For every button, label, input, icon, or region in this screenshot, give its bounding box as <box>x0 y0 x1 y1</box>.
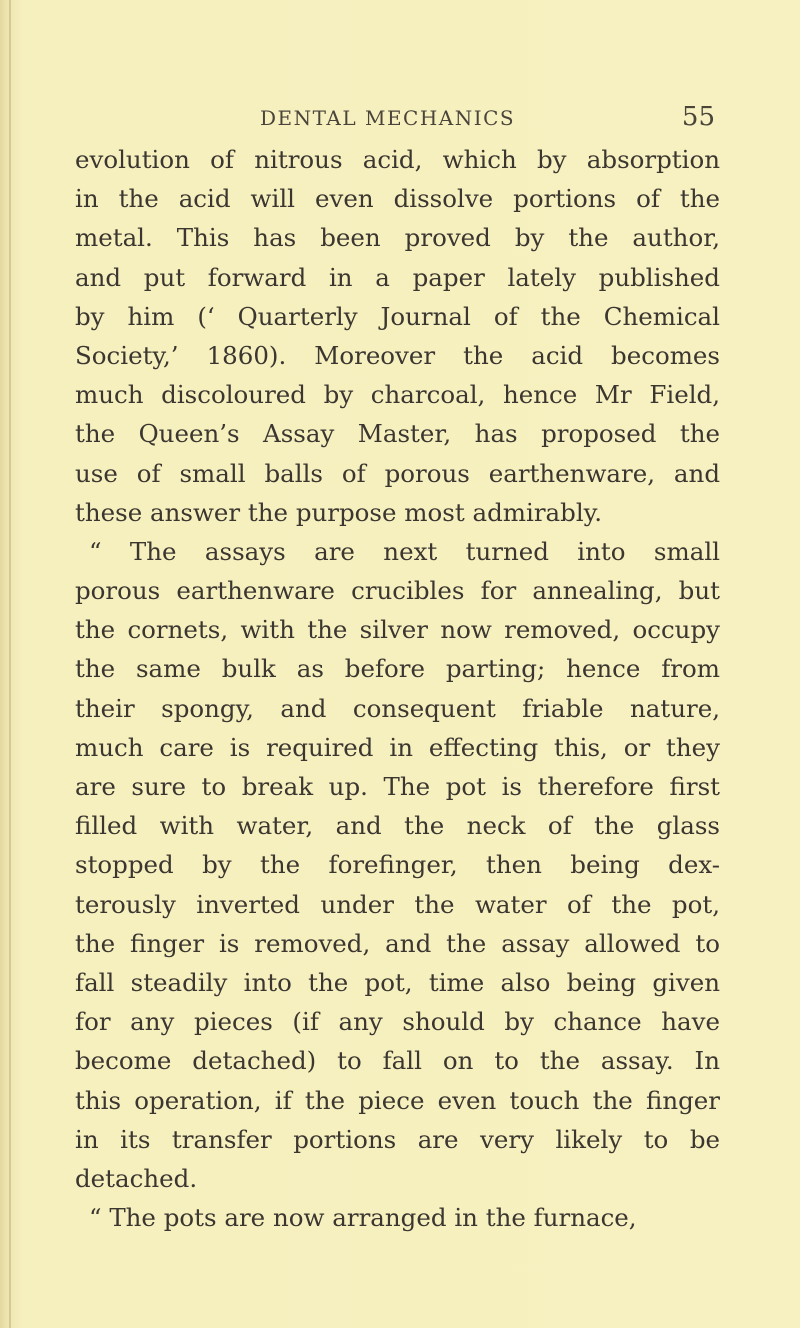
text-line: stopped by the forefinger, then being dex- <box>75 850 720 880</box>
text-line: the same bulk as before parting; hence from <box>75 654 720 684</box>
text-line: much discoloured by charcoal, hence Mr Field, <box>75 380 720 410</box>
text-line: their spongy, and consequent friable nature, <box>75 693 720 723</box>
text-line: in its transfer portions are very likely to be <box>75 1124 720 1154</box>
page-number: 55 <box>681 102 715 132</box>
text-line: for any pieces (if any should by chance have <box>75 1007 720 1037</box>
text-line: become detached) to fall on to the assay. In <box>75 1046 720 1076</box>
text-line: detached. <box>75 1163 198 1193</box>
text-line: “ The pots are now arranged in the furnace, <box>89 1203 637 1233</box>
running-head <box>75 102 715 136</box>
text-line: and put forward in a paper lately published <box>75 262 720 292</box>
text-line: fall steadily into the pot, time also being given <box>75 967 720 997</box>
text-line: Society,’ 1860). Moreover the acid becomes <box>75 340 720 370</box>
body-text <box>75 140 720 1237</box>
text-line: filled with water, and the neck of the glass <box>75 811 720 841</box>
text-line: the Queen’s Assay Master, has proposed the <box>75 419 720 449</box>
text-line: metal. This has been proved by the author, <box>75 223 720 253</box>
text-line: these answer the purpose most admirably. <box>75 497 603 527</box>
running-head-title: DENTAL MECHANICS <box>260 106 516 130</box>
text-line: by him (‘ Quarterly Journal of the Chemical <box>75 301 720 331</box>
text-line: are sure to break up. The pot is therefore first <box>75 772 720 801</box>
text-line: this operation, if the piece even touch the finger <box>75 1085 720 1115</box>
text-line: “ The assays are next turned into small <box>89 536 720 566</box>
text-line: terously inverted under the water of the pot, <box>75 889 720 919</box>
text-line: evolution of nitrous acid, which by absorption <box>75 145 720 174</box>
text-line: in the acid will even dissolve portions of the <box>75 184 720 214</box>
text-line: the cornets, with the silver now removed, occupy <box>75 615 720 645</box>
text-line: much care is required in effecting this, or they <box>75 732 720 762</box>
text-line: use of small balls of porous earthenware, and <box>75 458 720 488</box>
text-line: the finger is removed, and the assay allowed to <box>75 928 720 958</box>
text-line: porous earthenware crucibles for annealing, but <box>75 576 720 606</box>
binding-gutter <box>9 0 11 1328</box>
